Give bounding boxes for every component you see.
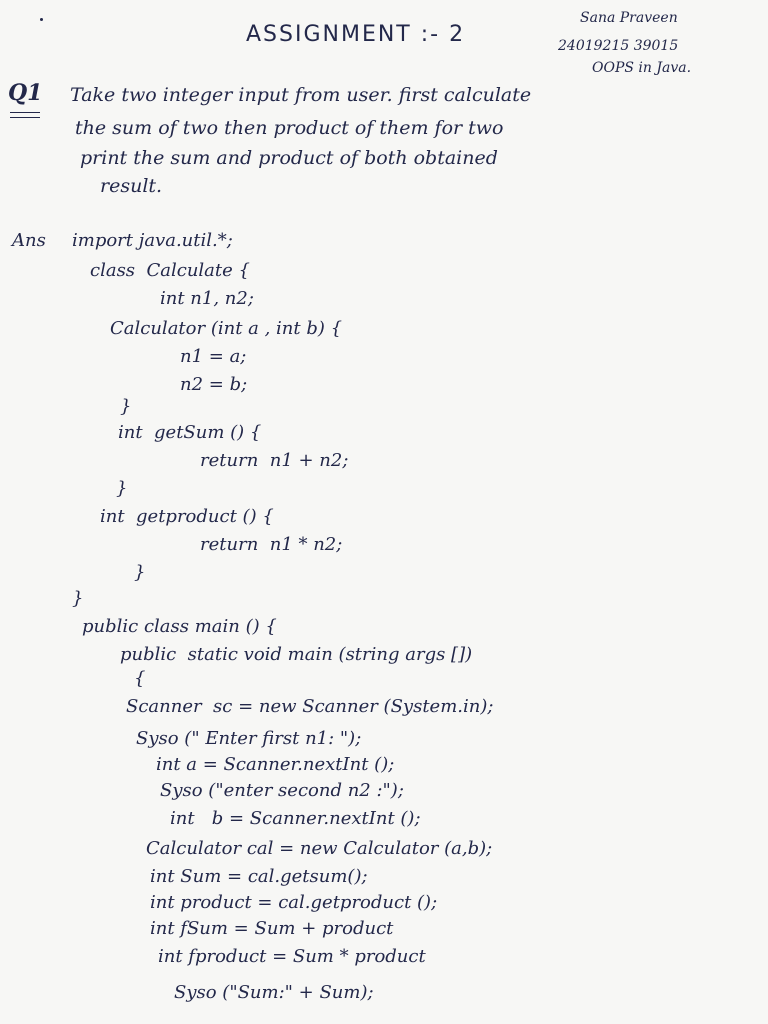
question-line-4: result. [100,175,163,197]
answer-label: Ans [12,230,46,251]
code-line-18: Scanner sc = new Scanner (System.in); [126,696,494,717]
question-label-underline-2 [10,117,40,118]
code-line-9: return n1 + n2; [200,450,349,471]
question-line-1: Take two integer input from user. first calculate [70,84,532,106]
code-line-12: return n1 * n2; [200,534,343,555]
code-line-28: Syso ("Sum:" + Sum); [174,982,374,1003]
code-line-17: { [134,668,146,689]
code-line-22: int b = Scanner.nextInt (); [170,808,421,829]
code-line-5: n1 = a; [180,346,247,367]
code-line-4: Calculator (int a , int b) { [110,318,343,339]
code-line-21: Syso ("enter second n2 :"); [160,780,404,801]
code-line-23: Calculator cal = new Calculator (a,b); [146,838,493,859]
question-label: Q1 [8,80,43,106]
course-name: OOPS in Java. [592,60,692,76]
code-line-20: int a = Scanner.nextInt (); [156,754,395,775]
code-line-16: public static void main (string args []) [120,644,473,665]
question-line-2: the sum of two then product of them for two [75,117,504,139]
code-line-6: n2 = b; [180,374,248,395]
code-line-11: int getproduct () { [100,506,274,527]
question-line-3: print the sum and product of both obtained [80,147,498,169]
code-line-19: Syso (" Enter first n1: "); [136,728,362,749]
code-line-26: int fSum = Sum + product [150,918,394,939]
code-line-25: int product = cal.getproduct (); [150,892,438,913]
code-line-3: int n1, n2; [160,288,254,309]
code-line-27: int fproduct = Sum * product [158,946,426,967]
code-line-2: class Calculate { [90,260,250,281]
roll-number: 24019215 39015 [558,38,679,54]
student-name: Sana Praveen [580,10,678,26]
code-line-8: int getSum () { [118,422,262,443]
code-line-14: } [72,588,84,609]
question-label-underline [10,112,40,113]
code-line-24: int Sum = cal.getsum(); [150,866,368,887]
ink-dot [40,18,43,21]
code-line-10: } [116,478,128,499]
code-line-13: } [134,562,146,583]
assignment-title: ASSIGNMENT :- 2 [246,22,466,47]
code-line-1: import java.util.*; [72,230,233,251]
code-line-7: } [120,396,132,417]
code-line-15: public class main () { [82,616,277,637]
